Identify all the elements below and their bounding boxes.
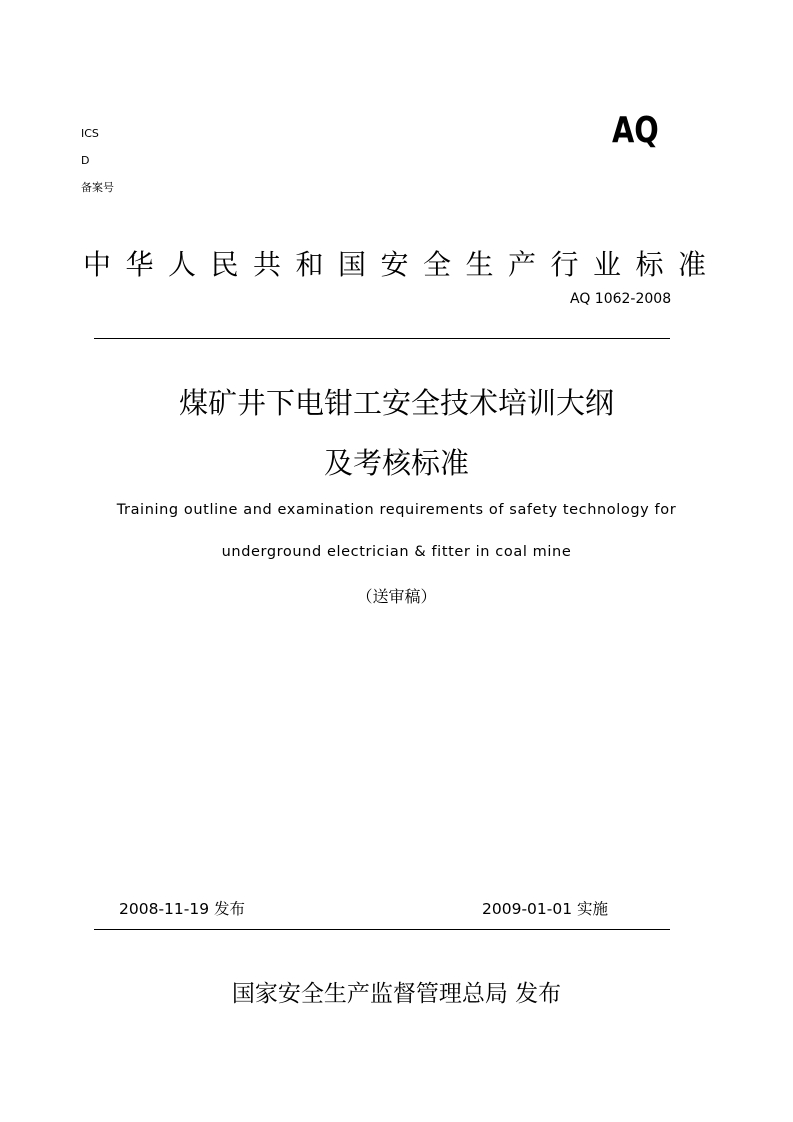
english-title-line-2: underground electrician & fitter in coal mine [221, 544, 572, 560]
effective-date: 2009-01-01 实施 [482, 900, 609, 918]
title-line-2: 及考核标准 [323, 446, 469, 480]
title-line-1: 煤矿井下电钳工安全技术培训大纲 [178, 386, 614, 420]
standard-category: 中华人民共和国安全生产行业标准 [83, 248, 721, 281]
top-divider [94, 338, 670, 339]
publish-date: 2008-11-19 发布 [119, 900, 246, 918]
issuer: 国家安全生产监督管理总局 发布 [231, 981, 562, 1007]
aq-mark: AQ [612, 110, 659, 151]
bottom-divider [94, 929, 670, 930]
standard-number: AQ 1062-2008 [570, 291, 672, 307]
record-number-label: 备案号 [81, 181, 114, 194]
draft-status: （送审稿） [356, 587, 437, 606]
english-title-line-1: Training outline and examination requirements of safety technology for [116, 502, 677, 518]
ics-label: ICS [81, 127, 99, 140]
class-code-label: D [81, 154, 90, 167]
